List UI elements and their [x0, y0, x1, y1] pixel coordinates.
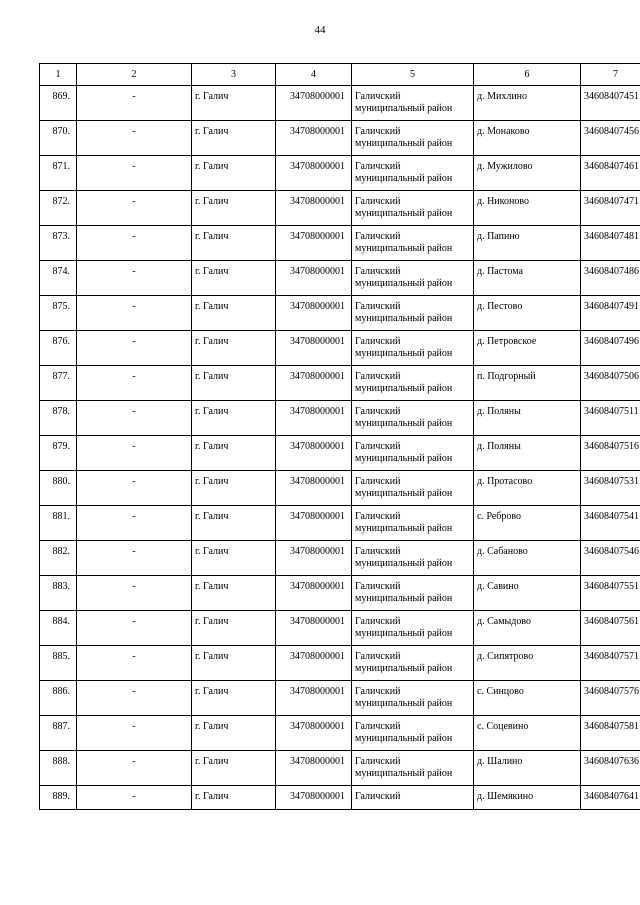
row-number-cell: 876.: [40, 331, 77, 366]
dash-cell: -: [77, 506, 192, 541]
row-number-cell: 875.: [40, 296, 77, 331]
dash-cell: -: [77, 261, 192, 296]
district-line: Галичский: [355, 91, 401, 102]
row-number-cell: 877.: [40, 366, 77, 401]
district-cell: [352, 576, 474, 611]
district-line: Галичский: [355, 406, 401, 417]
district-line: муниципальный район: [355, 628, 453, 639]
oktmo-code-cell: 34708000001: [276, 506, 352, 541]
district-line: Галичский: [355, 476, 401, 487]
header-row: [40, 64, 640, 86]
table-row: [40, 611, 640, 646]
row-number-cell: 884.: [40, 611, 77, 646]
table-row: [40, 191, 640, 226]
settlement-code-cell: 34608407481: [581, 226, 640, 261]
row-number-cell: 885.: [40, 646, 77, 681]
column-header: 2: [77, 64, 192, 86]
table-row: [40, 331, 640, 366]
table-row: [40, 646, 640, 681]
settlement-cell: д. Поляны: [474, 401, 581, 436]
dash-cell: -: [77, 436, 192, 471]
district-line: муниципальный район: [355, 453, 453, 464]
settlement-cell: с. Синцово: [474, 681, 581, 716]
city-cell: г. Галич: [192, 471, 276, 506]
district-line: Галичский: [355, 616, 401, 627]
row-number-cell: 882.: [40, 541, 77, 576]
district-line: муниципальный район: [355, 733, 453, 744]
district-line: муниципальный район: [355, 383, 453, 394]
city-cell: г. Галич: [192, 296, 276, 331]
district-line: Галичский: [355, 371, 401, 382]
oktmo-code-cell: 34708000001: [276, 716, 352, 751]
oktmo-code-cell: 34708000001: [276, 261, 352, 296]
row-number-cell: 869.: [40, 86, 77, 121]
settlement-code-cell: 34608407506: [581, 366, 640, 401]
settlement-cell: д. Сипятрово: [474, 646, 581, 681]
settlement-code-cell: 34608407456: [581, 121, 640, 156]
oktmo-code-cell: 34708000001: [276, 156, 352, 191]
settlement-cell: д. Пастома: [474, 261, 581, 296]
settlement-cell: с. Соцевино: [474, 716, 581, 751]
table-row: [40, 786, 640, 810]
row-number-cell: 872.: [40, 191, 77, 226]
settlement-code-cell: 34608407636: [581, 751, 640, 786]
city-cell: г. Галич: [192, 401, 276, 436]
city-cell: г. Галич: [192, 121, 276, 156]
city-cell: г. Галич: [192, 611, 276, 646]
settlement-code-cell: 34608407541: [581, 506, 640, 541]
city-cell: г. Галич: [192, 226, 276, 261]
oktmo-code-cell: 34708000001: [276, 681, 352, 716]
oktmo-code-cell: 34708000001: [276, 191, 352, 226]
dash-cell: -: [77, 156, 192, 191]
dash-cell: -: [77, 716, 192, 751]
settlement-code-cell: 34608407641: [581, 786, 640, 810]
settlement-cell: д. Папино: [474, 226, 581, 261]
dash-cell: -: [77, 296, 192, 331]
table-row: [40, 401, 640, 436]
oktmo-code-cell: 34708000001: [276, 541, 352, 576]
district-line: муниципальный район: [355, 278, 453, 289]
district-cell: [352, 471, 474, 506]
table-row: [40, 226, 640, 261]
dash-cell: -: [77, 86, 192, 121]
oktmo-code-cell: 34708000001: [276, 786, 352, 810]
row-number-cell: 870.: [40, 121, 77, 156]
district-cell: [352, 541, 474, 576]
table-row: [40, 681, 640, 716]
dash-cell: -: [77, 366, 192, 401]
table-row: [40, 261, 640, 296]
city-cell: г. Галич: [192, 541, 276, 576]
city-cell: г. Галич: [192, 716, 276, 751]
settlement-code-cell: 34608407491: [581, 296, 640, 331]
city-cell: г. Галич: [192, 331, 276, 366]
table-row: [40, 366, 640, 401]
row-number-cell: 879.: [40, 436, 77, 471]
settlement-code-cell: 34608407561: [581, 611, 640, 646]
column-header: 3: [192, 64, 276, 86]
district-line: Галичский: [355, 581, 401, 592]
registry-table: [39, 63, 640, 810]
dash-cell: -: [77, 226, 192, 261]
district-line: муниципальный район: [355, 208, 453, 219]
settlement-code-cell: 34608407576: [581, 681, 640, 716]
district-line: Галичский: [355, 791, 401, 802]
dash-cell: -: [77, 541, 192, 576]
district-cell: [352, 331, 474, 366]
column-header: 6: [474, 64, 581, 86]
oktmo-code-cell: 34708000001: [276, 366, 352, 401]
dash-cell: -: [77, 471, 192, 506]
settlement-cell: д. Протасово: [474, 471, 581, 506]
settlement-cell: д. Савино: [474, 576, 581, 611]
table-row: [40, 471, 640, 506]
district-line: муниципальный район: [355, 348, 453, 359]
settlement-cell: д. Петровское: [474, 331, 581, 366]
district-line: Галичский: [355, 756, 401, 767]
district-line: Галичский: [355, 196, 401, 207]
district-cell: [352, 646, 474, 681]
district-cell: [352, 86, 474, 121]
district-line: муниципальный район: [355, 768, 453, 779]
city-cell: г. Галич: [192, 506, 276, 541]
district-line: муниципальный район: [355, 558, 453, 569]
district-cell: [352, 296, 474, 331]
settlement-cell: д. Михлино: [474, 86, 581, 121]
dash-cell: -: [77, 191, 192, 226]
settlement-cell: д. Сабаново: [474, 541, 581, 576]
row-number-cell: 886.: [40, 681, 77, 716]
settlement-cell: с. Реброво: [474, 506, 581, 541]
row-number-cell: 878.: [40, 401, 77, 436]
settlement-cell: д. Никоново: [474, 191, 581, 226]
oktmo-code-cell: 34708000001: [276, 576, 352, 611]
oktmo-code-cell: 34708000001: [276, 471, 352, 506]
district-cell: [352, 261, 474, 296]
city-cell: г. Галич: [192, 576, 276, 611]
row-number-cell: 887.: [40, 716, 77, 751]
table-body: [40, 86, 640, 810]
oktmo-code-cell: 34708000001: [276, 751, 352, 786]
city-cell: г. Галич: [192, 681, 276, 716]
district-line: Галичский: [355, 231, 401, 242]
oktmo-code-cell: 34708000001: [276, 436, 352, 471]
oktmo-code-cell: 34708000001: [276, 296, 352, 331]
table-row: [40, 121, 640, 156]
district-line: муниципальный район: [355, 698, 453, 709]
table-row: [40, 156, 640, 191]
city-cell: г. Галич: [192, 436, 276, 471]
table-row: [40, 436, 640, 471]
district-cell: [352, 436, 474, 471]
district-line: Галичский: [355, 301, 401, 312]
district-cell: [352, 401, 474, 436]
dash-cell: -: [77, 611, 192, 646]
district-line: муниципальный район: [355, 173, 453, 184]
table-row: [40, 576, 640, 611]
settlement-cell: д. Поляны: [474, 436, 581, 471]
dash-cell: -: [77, 331, 192, 366]
oktmo-code-cell: 34708000001: [276, 226, 352, 261]
city-cell: г. Галич: [192, 646, 276, 681]
table-row: [40, 296, 640, 331]
district-line: муниципальный район: [355, 523, 453, 534]
district-line: Галичский: [355, 686, 401, 697]
district-line: Галичский: [355, 546, 401, 557]
table-row: [40, 506, 640, 541]
row-number-cell: 880.: [40, 471, 77, 506]
settlement-code-cell: 34608407531: [581, 471, 640, 506]
settlement-cell: д. Шалино: [474, 751, 581, 786]
dash-cell: -: [77, 751, 192, 786]
district-line: Галичский: [355, 336, 401, 347]
oktmo-code-cell: 34708000001: [276, 121, 352, 156]
district-cell: [352, 611, 474, 646]
settlement-code-cell: 34608407581: [581, 716, 640, 751]
oktmo-code-cell: 34708000001: [276, 611, 352, 646]
district-line: Галичский: [355, 126, 401, 137]
column-header: 4: [276, 64, 352, 86]
settlement-code-cell: 34608407471: [581, 191, 640, 226]
district-cell: [352, 751, 474, 786]
district-cell: [352, 506, 474, 541]
district-line: муниципальный район: [355, 243, 453, 254]
row-number-cell: 871.: [40, 156, 77, 191]
settlement-cell: д. Мужилово: [474, 156, 581, 191]
district-line: Галичский: [355, 721, 401, 732]
oktmo-code-cell: 34708000001: [276, 401, 352, 436]
district-line: Галичский: [355, 441, 401, 452]
column-header: 7: [581, 64, 640, 86]
settlement-code-cell: 34608407546: [581, 541, 640, 576]
district-cell: [352, 681, 474, 716]
city-cell: г. Галич: [192, 156, 276, 191]
settlement-cell: д. Монаково: [474, 121, 581, 156]
settlement-code-cell: 34608407486: [581, 261, 640, 296]
district-line: муниципальный район: [355, 593, 453, 604]
district-line: Галичский: [355, 161, 401, 172]
district-cell: [352, 366, 474, 401]
settlement-cell: д. Шемякино: [474, 786, 581, 810]
settlement-code-cell: 34608407516: [581, 436, 640, 471]
settlement-code-cell: 34608407571: [581, 646, 640, 681]
district-line: муниципальный район: [355, 103, 453, 114]
row-number-cell: 889.: [40, 786, 77, 810]
oktmo-code-cell: 34708000001: [276, 646, 352, 681]
city-cell: г. Галич: [192, 86, 276, 121]
district-line: муниципальный район: [355, 138, 453, 149]
column-header: 1: [40, 64, 77, 86]
settlement-cell: д. Самыдово: [474, 611, 581, 646]
dash-cell: -: [77, 786, 192, 810]
column-header: 5: [352, 64, 474, 86]
oktmo-code-cell: 34708000001: [276, 86, 352, 121]
district-line: Галичский: [355, 511, 401, 522]
district-line: Галичский: [355, 266, 401, 277]
settlement-code-cell: 34608407496: [581, 331, 640, 366]
city-cell: г. Галич: [192, 786, 276, 810]
city-cell: г. Галич: [192, 191, 276, 226]
city-cell: г. Галич: [192, 366, 276, 401]
district-cell: [352, 786, 474, 810]
dash-cell: -: [77, 121, 192, 156]
city-cell: г. Галич: [192, 261, 276, 296]
settlement-cell: д. Пестово: [474, 296, 581, 331]
dash-cell: -: [77, 576, 192, 611]
district-line: муниципальный район: [355, 418, 453, 429]
district-line: Галичский: [355, 651, 401, 662]
settlement-code-cell: 34608407511: [581, 401, 640, 436]
dash-cell: -: [77, 646, 192, 681]
settlement-code-cell: 34608407461: [581, 156, 640, 191]
district-cell: [352, 156, 474, 191]
settlement-cell: п. Подгорный: [474, 366, 581, 401]
row-number-cell: 881.: [40, 506, 77, 541]
district-line: муниципальный район: [355, 663, 453, 674]
table-row: [40, 716, 640, 751]
district-cell: [352, 191, 474, 226]
city-cell: г. Галич: [192, 751, 276, 786]
district-cell: [352, 121, 474, 156]
district-line: муниципальный район: [355, 313, 453, 324]
settlement-code-cell: 34608407451: [581, 86, 640, 121]
oktmo-code-cell: 34708000001: [276, 331, 352, 366]
district-cell: [352, 716, 474, 751]
row-number-cell: 883.: [40, 576, 77, 611]
table-row: [40, 751, 640, 786]
page-number: 44: [314, 24, 326, 36]
district-cell: [352, 226, 474, 261]
row-number-cell: 888.: [40, 751, 77, 786]
table-row: [40, 541, 640, 576]
row-number-cell: 873.: [40, 226, 77, 261]
dash-cell: -: [77, 401, 192, 436]
district-line: муниципальный район: [355, 488, 453, 499]
table-row: [40, 86, 640, 121]
dash-cell: -: [77, 681, 192, 716]
row-number-cell: 874.: [40, 261, 77, 296]
settlement-code-cell: 34608407551: [581, 576, 640, 611]
